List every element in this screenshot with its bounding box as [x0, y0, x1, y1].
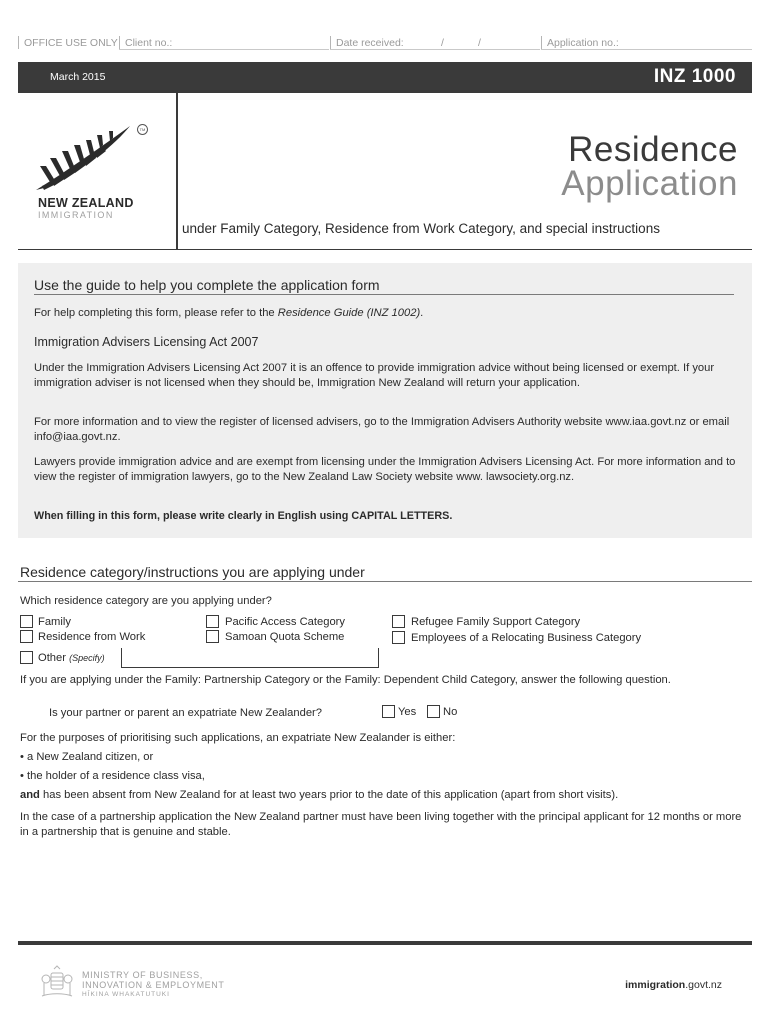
- client-no-label: Client no.:: [125, 37, 173, 49]
- other-specify-input[interactable]: [121, 648, 379, 668]
- office-use-strip: [18, 36, 752, 50]
- employees-relocating-label: Employees of a Relocating Business Category: [411, 632, 642, 644]
- samoan-quota-label: Samoan Quota Scheme: [225, 631, 345, 643]
- absent-text: and has been absent from New Zealand for at least two years prior to the date of this application (apart from short visits).: [20, 789, 619, 801]
- guide-capital-letters-note: When filling in this form, please write clearly in English using CAPITAL LETTERS.: [34, 510, 453, 522]
- refugee-family-label: Refugee Family Support Category: [411, 616, 581, 628]
- employees-relocating-checkbox[interactable]: [392, 631, 405, 644]
- act-heading: Immigration Advisers Licensing Act 2007: [34, 335, 259, 349]
- expat-no-label: No: [443, 706, 458, 718]
- divider-vertical: [176, 93, 178, 250]
- guide-heading-rule: [34, 294, 734, 295]
- form-code: INZ 1000: [653, 66, 736, 87]
- expat-yes-label: Yes: [398, 706, 417, 718]
- page-subtitle: under Family Category, Residence from Work Category, and special instructions: [182, 221, 660, 236]
- divider-horizontal: [18, 249, 752, 250]
- silver-fern-icon: [32, 122, 137, 194]
- immigration-website-link[interactable]: immigration.govt.nz: [625, 979, 722, 991]
- date-slash-1: /: [441, 37, 444, 49]
- expat-question: Is your partner or parent an expatriate New Zealander?: [49, 707, 323, 719]
- expat-no-checkbox[interactable]: [427, 705, 440, 718]
- family-label: Family: [38, 616, 71, 628]
- coat-of-arms-icon: [38, 965, 76, 999]
- residence-heading: Residence category/instructions you are applying under: [20, 564, 365, 580]
- purposes-text: For the purposes of prioritising such applications, an expatriate New Zealander is either:: [20, 732, 456, 744]
- page-title-application: Application: [561, 164, 738, 203]
- refugee-family-checkbox[interactable]: [392, 615, 405, 628]
- guide-paragraph-2: For more information and to view the register of licensed advisers, go to the Immigration Advisers Authority website www.iaa.govt.nz or email info@iaa.govt.nz.: [34, 416, 730, 443]
- residence-guide-ref: Residence Guide (INZ 1002): [277, 307, 421, 319]
- guide-heading: Use the guide to help you complete the application form: [34, 277, 380, 293]
- guide-help-text: For help completing this form, please refer to the Residence Guide (INZ 1002).: [34, 307, 424, 319]
- partnership-living-text: In the case of a partnership application the New Zealand partner must have been living together with the principal applicant for 12 months or more in a partnership that is genuine and stable.: [20, 811, 742, 838]
- logo-immigration: IMMIGRATION: [38, 210, 114, 220]
- trademark-symbol: TM: [137, 124, 148, 135]
- date-received-label: Date received:: [336, 37, 404, 49]
- header-bar: [18, 62, 752, 93]
- family-checkbox[interactable]: [20, 615, 33, 628]
- pacific-access-checkbox[interactable]: [206, 615, 219, 628]
- partnership-note: If you are applying under the Family: Partnership Category or the Family: Dependent Child Category, answer the following question.: [20, 674, 671, 686]
- expat-yes-checkbox[interactable]: [382, 705, 395, 718]
- page-title-residence: Residence: [568, 130, 738, 169]
- category-question: Which residence category are you applying under?: [20, 595, 272, 607]
- guide-paragraph-1: Under the Immigration Advisers Licensing Act 2007 it is an offence to provide immigration advice without being licensed or exempt. If your immigration adviser is not licensed when they should be, Immigration New Zealand will return your application.: [34, 362, 715, 389]
- bullet-visa: • the holder of a residence class visa,: [20, 770, 205, 782]
- mbie-logo-text: MINISTRY OF BUSINESS, INNOVATION & EMPLOYMENT HĪKINA WHAKATUTUKI: [82, 970, 225, 998]
- footer-bar: [18, 941, 752, 945]
- residence-from-work-checkbox[interactable]: [20, 630, 33, 643]
- logo-new-zealand: NEW ZEALAND: [38, 196, 134, 210]
- guide-paragraph-3: Lawyers provide immigration advice and are exempt from licensing under the Immigration Advisers Licensing Act. For more information and to view the register of immigration lawyers, go to the New Zealand Law Society website www. lawsociety.org.nz.: [34, 456, 736, 483]
- office-use-label: OFFICE USE ONLY: [24, 37, 118, 49]
- residence-from-work-label: Residence from Work: [38, 631, 146, 643]
- residence-heading-rule: [18, 581, 752, 582]
- other-label: Other (Specify): [38, 652, 105, 664]
- application-no-label: Application no.:: [547, 37, 619, 49]
- date-slash-2: /: [478, 37, 481, 49]
- samoan-quota-checkbox[interactable]: [206, 630, 219, 643]
- pacific-access-label: Pacific Access Category: [225, 616, 346, 628]
- specify-hint: (Specify): [69, 653, 105, 663]
- bullet-citizen: • a New Zealand citizen, or: [20, 751, 154, 763]
- form-date: March 2015: [50, 71, 106, 83]
- other-checkbox[interactable]: [20, 651, 33, 664]
- guide-box: [18, 263, 752, 538]
